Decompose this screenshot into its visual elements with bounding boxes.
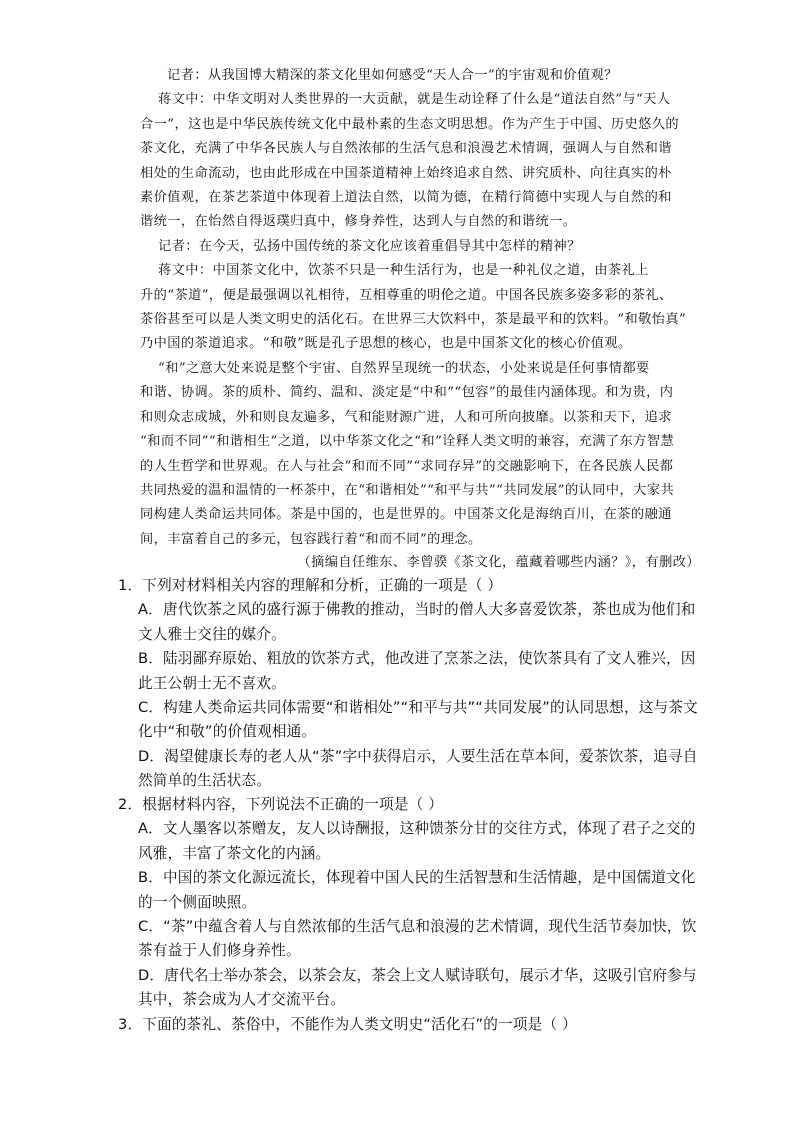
option-d-continued: 然简单的生活状态。 [138,772,272,790]
option-c-continued: 茶有益于人们修身养性。 [138,942,301,960]
option-c[interactable]: C．“茶”中蕴含着人与自然浓郁的生活气息和浪漫的艺术情调，现代生活节奏加快，饮 [138,918,697,936]
answer-1-line: 茶文化，充满了中华各民族人与自然浓郁的生活气息和浪漫艺术情调，强调人与自然和谐 [140,141,672,157]
answer-2-paragraph-line: “和而不同”“和谐相生”之道，以中华茶文化之“和”诠释人类文明的兼容，充满了东方智慧 [140,434,675,450]
question-1 [118,574,718,794]
option-b-continued: 此王公朝士无不喜欢。 [138,674,286,692]
interview-passage [140,64,700,552]
answer-2-paragraph-line: 共同热爱的温和温情的一杯茶中，在“和谐相处”“和平与共”“共同发展”的认同中，大家共 [140,482,675,498]
answer-1-line: 谐统一，在怡然自得返璞归真中，修身养性，达到人与自然的和谐统一。 [140,214,577,230]
option-d-continued: 其中，茶会成为人才交流平台。 [138,991,346,1009]
answer-2-paragraph-line: 和则众志成城，外和则良友遍多，气和能财源广进，人和可所向披靡。以茶和天下，追求 [140,409,672,425]
answer-2-line: 乃中国的茶道追求。“和敬”既是孔子思想的核心，也是中国茶文化的核心价值观。 [140,336,632,352]
option-a-continued: 风雅，丰富了茶文化的内涵。 [138,844,331,862]
option-c-continued: 化中“和敬”的价值观相通。 [138,723,317,741]
option-d[interactable]: D．渴望健康长寿的老人从“茶”字中获得启示，人要生活在草本间，爱茶饮茶，追寻自 [138,747,698,765]
answer-2-paragraph-line: “和”之意大处来说是整个宇宙、自然界呈现统一的状态，小处来说是任何事情都要 [158,360,650,376]
question-2 [118,793,718,1013]
option-b[interactable]: B．中国的茶文化源远流长，体现着中国人民的生活智慧和生活情趣，是中国儒道文化 [138,869,696,887]
reporter-question-2: 记者：在今天，弘扬中国传统的茶文化应该着重倡导其中怎样的精神？ [158,238,581,254]
answer-2-line: 升的“茶道”，便是最强调以礼相待，互相尊重的明伦之道。中国各民族多姿多彩的茶礼、 [140,287,673,303]
option-b[interactable]: B．陆羽鄙弃原始、粗放的饮茶方式，他改进了烹茶之法，使饮茶具有了文人雅兴，因 [138,650,696,668]
question-stem: 2．根据材料内容，下列说法不正确的一项是（ ） [118,796,443,813]
answer-2-paragraph-line: 和谐、协调。茶的质朴、简约、温和、淡定是“中和”“包容”的最佳内涵体现。和为贵，内 [140,385,674,401]
answer-1-line: 素价值观，在茶艺茶道中体现着上道法自然，以简为德，在精行简德中实现人与自然的和 [140,190,672,206]
reporter-question-1: 记者：从我国博大精深的茶文化里如何感受“天人合一”的宇宙观和价值观？ [167,68,618,83]
option-d[interactable]: D．唐代名士举办茶会，以茶会友，茶会上文人赋诗联句，展示才华，这吸引官府参与 [138,966,697,984]
question-stem: 3．下面的茶礼、茶俗中，不能作为人类文明史“活化石”的一项是（ ） [118,1016,577,1033]
answer-2-paragraph-line: 的人生哲学和世界观。在人与社会“和而不同”“求同存异”的交融影响下，在各民族人民都 [140,458,674,474]
answer-2-line: 蒋文中：中国茶文化中，饮茶不只是一种生活行为，也是一种礼仪之道，由茶礼上 [158,263,649,279]
option-a[interactable]: A．文人墨客以茶赠友，友人以诗酬报，这种馈茶分甘的交往方式，体现了君子之交的 [138,820,696,838]
answer-2-line: 茶俗甚至可以是人类文明史的活化石。在世界三大饮料中，茶是最平和的饮料。“和敬怡真” [140,312,687,328]
answer-1-line: 合一”，这也是中华民族传统文化中最朴素的生态文明思想。作为产生于中国、历史悠久的 [140,116,680,132]
option-a[interactable]: A．唐代饮茶之风的盛行源于佛教的推动，当时的僧人大多喜爱饮茶，茶也成为他们和 [138,601,696,619]
answer-1-line: 蒋文中：中华文明对人类世界的一大贡献，就是生动诠释了什么是“道法自然”与“天人 [158,92,671,108]
option-a-continued: 文人雅士交往的媒介。 [138,625,286,643]
answer-2-paragraph-line: 间，丰富着自己的多元，包容践行着“和而不同”的理念。 [140,531,482,547]
question-stem: 1．下列对材料相关内容的理解和分析，正确的一项是（ ） [118,577,503,594]
option-c[interactable]: C．构建人类命运共同体需要“和谐相处”“和平与共”“共同发展”的认同思想，这与茶文 [138,699,698,717]
answer-1-line: 相处的生命流动，也由此形成在中国茶道精神上始终追求自然、讲究质朴、向往真实的朴 [140,165,672,181]
source-citation: （摘编自任维东、李曾骙《茶文化，蕴藏着哪些内涵？》，有删改） [297,555,700,570]
option-b-continued: 的一个侧面映照。 [138,893,257,911]
answer-2-paragraph-line: 同构建人类命运共同体。茶是中国的，也是世界的。中国茶文化是海纳百川，在茶的融通 [140,507,672,523]
question-3 [118,1013,718,1037]
